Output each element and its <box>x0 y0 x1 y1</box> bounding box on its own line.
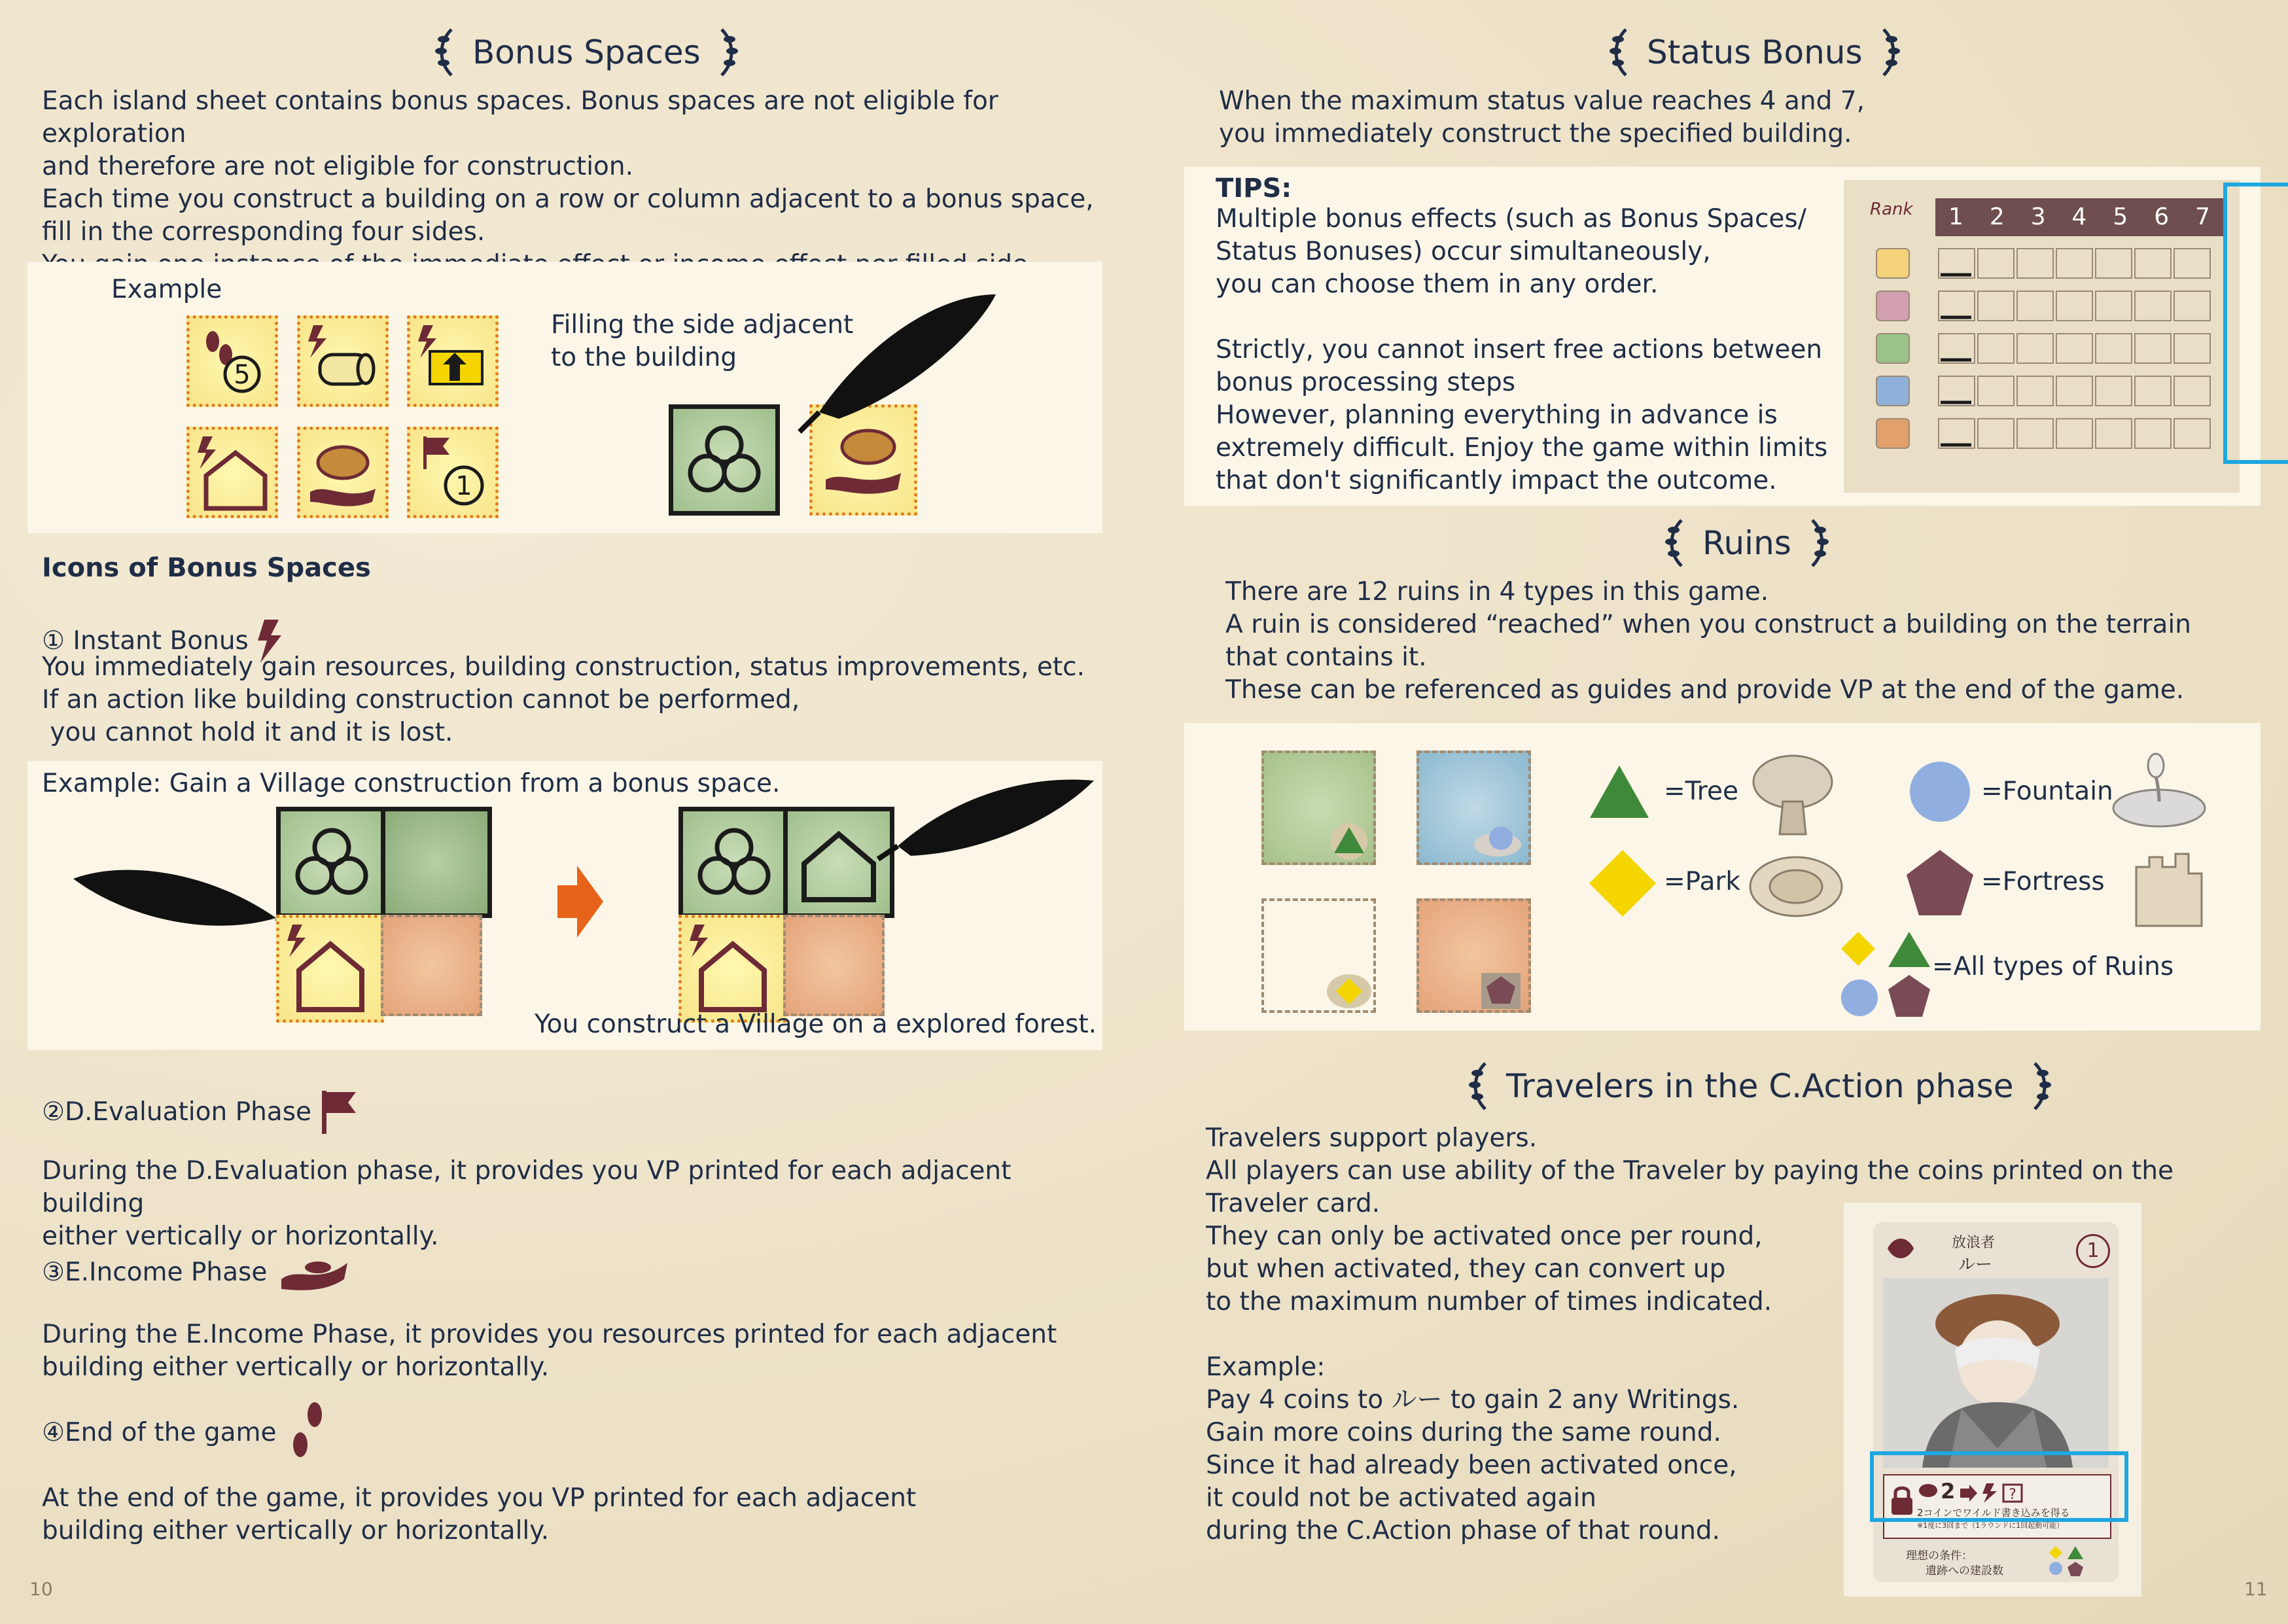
end-line: At the end of the game, it provides you VP printed for each adjacent <box>42 1483 917 1513</box>
laurel-left-icon <box>1606 26 1632 79</box>
ruins-text <box>1225 576 2272 707</box>
travelers-line: Gain more coins during the same round. <box>1206 1418 1721 1447</box>
instant-line: If an action like building construction cannot be performed, <box>42 685 800 715</box>
page-number-left: 10 <box>29 1578 53 1600</box>
fortress-label: =Fortress <box>1981 867 2105 896</box>
status-rows-graphic <box>1857 242 2236 465</box>
intro-line: Each time you construct a building on a row or column adjacent to a bonus space, <box>42 185 1094 214</box>
arrow-right-icon <box>557 866 603 938</box>
traveler-card <box>1873 1222 2119 1582</box>
tips-gap <box>1216 301 1870 334</box>
card-crest-icon <box>1881 1229 1920 1268</box>
bonus-spaces-title <box>432 26 741 79</box>
tips-line: extremely difficult. Enjoy the game within limits <box>1216 433 1828 463</box>
card-ability-text: 2コインでワイルド書き込みを得る <box>1917 1507 2070 1519</box>
empty-ruin-tile <box>1261 898 1376 1013</box>
income-phase-title <box>42 1253 351 1292</box>
tips-line: you can choose them in any order. <box>1216 270 1659 299</box>
water-ruin-tile <box>1417 750 1531 865</box>
tips-line: bonus processing steps <box>1216 368 1516 397</box>
travelers-line: but when activated, they can convert up <box>1206 1254 1726 1284</box>
rank-number: 5 <box>2113 203 2128 230</box>
status-bonus-heading: Status Bonus <box>1647 33 1863 71</box>
hand-income-icon <box>279 1253 351 1292</box>
card-ability-note: ※1度に3回まで（1ラウンドに1回起動可能） <box>1917 1521 2064 1530</box>
tips-line: Strictly, you cannot insert free actions between <box>1216 335 1823 364</box>
tips-text <box>1216 203 1870 497</box>
forest-tile-before <box>276 807 387 918</box>
income-line: During the E.Income Phase, it provides you resources printed for each adjacent <box>42 1320 1057 1349</box>
park-label: =Park <box>1664 867 1740 896</box>
status-line: When the maximum status value reaches 4 and 7, <box>1219 86 1865 116</box>
laurel-right-icon <box>1877 26 1903 79</box>
ruins-line: There are 12 ruins in 4 types in this game. <box>1225 577 1769 607</box>
tips-line: Status Bonuses) occur simultaneously, <box>1216 237 1711 266</box>
card-name: ルー <box>1958 1255 1993 1275</box>
ruins-title <box>1662 517 1832 569</box>
flag-icon <box>319 1089 359 1135</box>
traveler-portrait <box>1883 1278 2109 1468</box>
example2-panel <box>27 761 1102 1050</box>
travelers-line: to the maximum number of times indicated. <box>1206 1287 1772 1316</box>
laurel-right-icon <box>1806 517 1832 569</box>
travelers-line: it could not be activated again <box>1206 1483 1596 1513</box>
bonus-tile-footprint <box>186 315 278 407</box>
village-bonus-tile-after <box>678 915 786 1023</box>
laurel-left-icon <box>432 26 458 79</box>
ruins-line: A ruin is considered “reached” when you construct a building on the terrain <box>1225 610 2191 639</box>
park-ruin-art <box>1744 847 1848 926</box>
fountain-label: =Fountain <box>1981 777 2113 806</box>
travelers-line: Traveler card. <box>1206 1189 1381 1218</box>
intro-line: and therefore are not eligible for construction. <box>42 152 634 181</box>
tree-ruin-art <box>1744 749 1842 841</box>
highlight-ability <box>1870 1451 2128 1522</box>
card-condition-line: 遺跡への建設数 <box>1926 1564 2003 1578</box>
intro-line: fill in the corresponding four sides. <box>42 217 485 247</box>
end-game-title <box>42 1400 328 1466</box>
card-condition-line: 理想の条件： <box>1906 1549 1973 1562</box>
tips-line: Multiple bonus effects (such as Bonus Spaces/ <box>1216 204 1806 234</box>
status-text <box>1219 85 1865 150</box>
bonus-tile-village <box>186 427 278 518</box>
ruins-line: These can be referenced as guides and provide VP at the end of the game. <box>1225 675 2185 705</box>
rank-number: 7 <box>2195 203 2211 230</box>
filling-line: Filling the side adjacent <box>551 310 854 340</box>
card-subtitle: 放浪者 <box>1952 1235 1996 1251</box>
example-label: Example <box>111 275 222 304</box>
card-cost: 2 <box>1941 1479 1956 1504</box>
end-title-text: ④End of the game <box>42 1418 277 1447</box>
travelers-heading: Travelers in the C.Action phase <box>1506 1067 2014 1105</box>
all-ruins-mini-icon <box>2047 1545 2086 1578</box>
card-limit-badge: 1 <box>2076 1234 2110 1268</box>
eval-line: either vertically or horizontally. <box>42 1222 439 1251</box>
tips-line: that don't significantly impact the outcome. <box>1216 466 1777 495</box>
example-panel <box>27 262 1102 533</box>
travelers-line: Example: <box>1206 1352 1326 1382</box>
mountain-tile <box>381 915 482 1016</box>
eval-title-text: ②D.Evaluation Phase <box>42 1097 312 1127</box>
svg-text:?: ? <box>2009 1487 2016 1503</box>
ruins-panel <box>1184 723 2261 1031</box>
eval-line: During the D.Evaluation phase, it provides you VP printed for each adjacent building <box>42 1156 1012 1218</box>
status-track-image <box>1844 180 2240 493</box>
forest-tile-after <box>678 807 790 918</box>
travelers-line: Travelers support players. <box>1206 1123 1538 1153</box>
rank-number: 2 <box>1989 203 2005 230</box>
travelers-line: Pay 4 coins to ルー to gain 2 any Writings. <box>1206 1385 1740 1415</box>
rank-number: 4 <box>2071 203 2087 230</box>
bonus-spaces-heading: Bonus Spaces <box>472 33 701 71</box>
bonus-intro <box>42 85 1121 281</box>
tips-line: However, planning everything in advance is <box>1216 400 1778 430</box>
laurel-left-icon <box>1466 1060 1492 1112</box>
quill-icon <box>780 281 1042 438</box>
end-text <box>42 1482 1121 1547</box>
forest-ruin-tile <box>1261 750 1376 865</box>
tree-ruin-icon <box>1587 762 1652 821</box>
travelers-line: during the C.Action phase of that round. <box>1206 1516 1721 1545</box>
evaluation-phase-title <box>42 1089 359 1135</box>
traveler-card-frame <box>1844 1203 2141 1597</box>
travelers-title <box>1466 1060 2054 1112</box>
quill-right-icon <box>871 761 1100 872</box>
bonus-tile-flag <box>407 427 499 518</box>
example2-label: Example: Gain a Village construction from a bonus space. <box>42 769 781 798</box>
icons-heading: Icons of Bonus Spaces <box>42 553 371 583</box>
laurel-left-icon <box>1662 517 1688 569</box>
rank-number: 3 <box>2030 203 2046 230</box>
laurel-right-icon <box>2028 1060 2054 1112</box>
instant-line: You immediately gain resources, building construction, status improvements, etc. <box>42 652 1085 682</box>
example2-result: You construct a Village on a explored forest. <box>535 1010 1097 1039</box>
footprints-icon <box>289 1400 328 1466</box>
bonus-tile-income <box>297 427 389 518</box>
forest-tile <box>669 404 780 516</box>
instant-title-text: ① Instant Bonus <box>42 626 249 656</box>
bonus-tile-wood <box>297 315 389 407</box>
income-text <box>42 1318 1121 1384</box>
fortress-ruin-art <box>2123 841 2215 932</box>
tips-label: TIPS: <box>1216 173 1292 203</box>
eval-text <box>42 1155 1121 1253</box>
status-line: you immediately construct the specified building. <box>1219 119 1852 149</box>
fountain-ruin-art <box>2107 749 2211 834</box>
fortress-ruin-icon <box>1904 847 1976 919</box>
travelers-line: They can only be activated once per round, <box>1206 1222 1763 1251</box>
rank-label: Rank <box>1870 200 1913 219</box>
rank-header <box>1935 198 2223 236</box>
page-number-right: 11 <box>2244 1578 2268 1600</box>
income-title-text: ③E.Income Phase <box>42 1258 268 1287</box>
mountain-tile-after <box>783 915 885 1016</box>
travelers-line: Since it had already been activated once, <box>1206 1451 1737 1480</box>
village-bonus-tile <box>276 915 384 1023</box>
fountain-ruin-icon <box>1907 759 1973 824</box>
forest-terrain-tile <box>381 807 492 918</box>
mountain-ruin-tile <box>1417 898 1531 1013</box>
instant-text <box>42 651 1121 749</box>
highlight-rank-4 <box>2223 183 2288 464</box>
tips-panel <box>1184 167 2261 506</box>
ruins-heading: Ruins <box>1702 524 1791 562</box>
bonus-tile-upgrade <box>407 315 499 407</box>
all-ruins-icon <box>1839 929 1937 1021</box>
travelers-line: All players can use ability of the Traveler by paying the coins printed on the <box>1206 1156 2174 1186</box>
ruins-line: that contains it. <box>1225 643 1427 672</box>
filling-line: to the building <box>551 343 737 372</box>
rank-number: 6 <box>2154 203 2170 230</box>
all-ruins-label: =All types of Ruins <box>1932 952 2174 981</box>
tree-label: =Tree <box>1664 777 1738 806</box>
svg-text:1: 1 <box>455 471 472 501</box>
income-line: building either vertically or horizontally. <box>42 1352 550 1382</box>
laurel-right-icon <box>715 26 741 79</box>
instant-line: you cannot hold it and it is lost. <box>42 718 453 747</box>
svg-text:5: 5 <box>234 360 251 390</box>
end-line: building either vertically or horizontally. <box>42 1516 550 1545</box>
rank-number: 1 <box>1948 203 1963 230</box>
park-ruin-icon <box>1587 847 1659 919</box>
intro-line: Each island sheet contains bonus spaces. Bonus spaces are not eligible for exploration <box>42 86 998 149</box>
status-bonus-title <box>1606 26 1903 79</box>
